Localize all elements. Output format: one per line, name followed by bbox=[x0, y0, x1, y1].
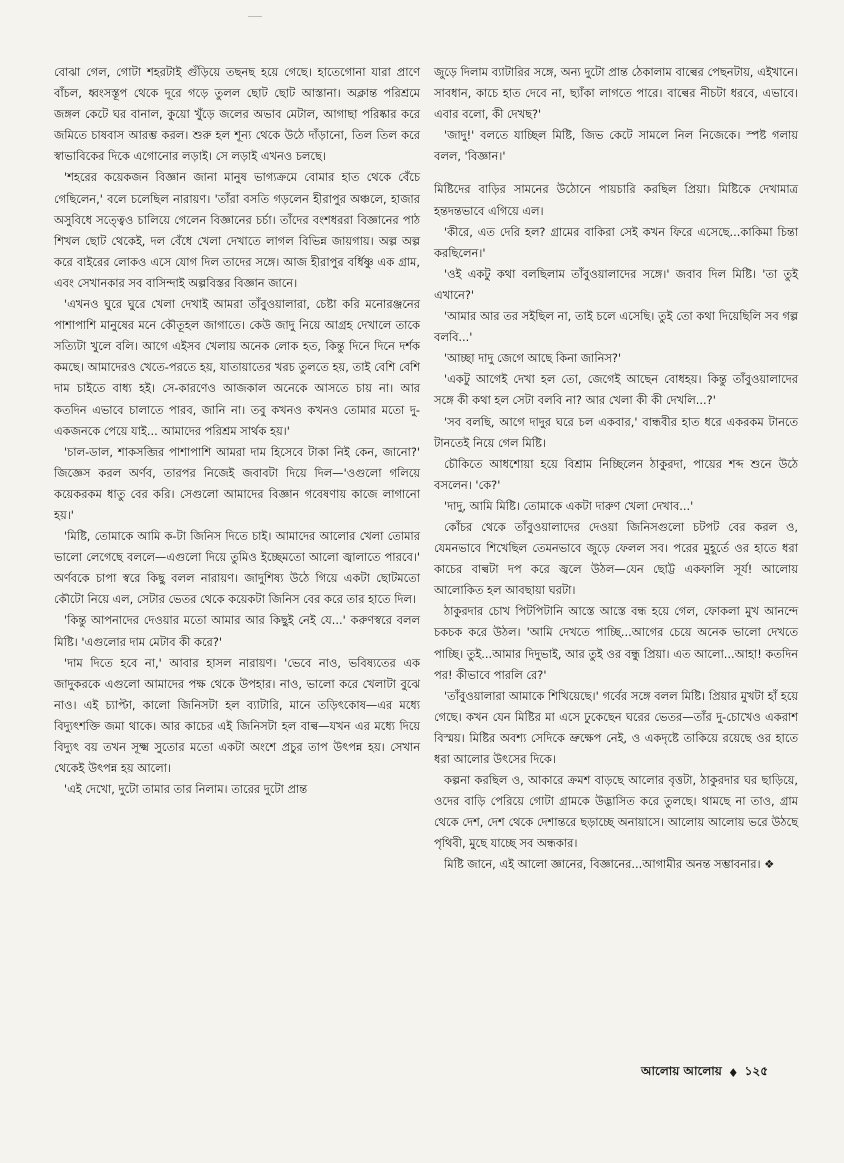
paragraph: 'একটু আগেই দেখা হল তো, জেগেই আছেন বোধহয়। কিন্তু তাঁবুওয়ালাদের সঙ্গে কী কথা হল সেটা বলবি না? আর খেলা কী কী দেখলি...?' bbox=[434, 372, 798, 408]
paragraph: 'এই দেখো, দুটো তামার তার নিলাম। তারের দুটো প্রান্ত bbox=[64, 782, 308, 797]
paragraph: 'শহরের কয়েকজন বিজ্ঞান জানা মানুষ ভাগ্যক্রমে বোমার হাত থেকে বেঁচে গেছিলেন,' বলে চলেছিল নারায়ণ। 'তাঁরা বসতি গড়লেন হীরাপুর অঞ্চলে, হাজার অসুবিধে সত্ত্বেও চালিয়ে গেলেন বিজ্ঞানের চর্চা। তাঁদের বংশধররা বিজ্ঞানের পাঠ শিখল ছোট থেকেই, দল বেঁধে খেলা দেখাতে লাগল বিভিন্ন জায়গায়। অল্প অল্প করে বাইরের লোকও এসে যোগ দিল তাদের সঙ্গে। আজ হীরাপুর বর্ধিষ্ণু এক গ্রাম, এবং সেখানকার সব বাসিন্দাই অল্পবিস্তর বিজ্ঞান জানে। bbox=[54, 170, 420, 290]
paragraph: মিষ্টি জানে, এই আলো জ্ঞানের, বিজ্ঞানের...আগামীর অনন্ত সম্ভাবনার। ❖ bbox=[444, 857, 775, 872]
paragraph: চৌকিতে আধশোয়া হয়ে বিশ্রাম নিচ্ছিলেন ঠাকুরদা, পায়ের শব্দ শুনে উঠে বসলেন। 'কে?' bbox=[434, 456, 798, 492]
paragraph: 'আমার আর তর সইছিল না, তাই চলে এসেছি। তুই তো কথা দিয়েছিলি সব গল্প বলবি...' bbox=[434, 309, 798, 345]
paragraph: কোঁচর থেকে তাঁবুওয়ালাদের দেওয়া জিনিসগুলো চটপট বের করল ও, যেমনভাবে শিখেছিল তেমনভাবে জুড়ে ফেলল সব। পরের মুহূর্তে ওর হাতে ধরা কাচের বাল্বটা দপ করে জ্বলে উঠল—যেন ছোট্ট একফালি সূর্য! আলোয় আলোকিত হল আবছায়া ঘরটা। bbox=[434, 519, 798, 598]
paragraph: 'দাদু, আমি মিষ্টি। তোমাকে একটা দারুণ খেলা দেখাব...' bbox=[444, 498, 694, 513]
diamond-icon: ♦ bbox=[727, 1066, 739, 1080]
paragraph: 'এখনও ঘুরে ঘুরে খেলা দেখাই আমরা তাঁবুওয়ালারা, চেষ্টা করি মনোরঞ্জনের পাশাপাশি মানুষের মনে কৌতূহল জাগাতে। কেউ জাদু নিয়ে আগ্রহ দেখালে তাকে সত্যিটা খুলে বলি। আগে এইসব খেলায় অনেক লোক হত, কিন্তু দিনে দিনে দর্শক কমছে। আমাদেরও খেতে-পরতে হয়, যাতায়াতের খরচ তুলতে হয়, তাই বেশি বেশি দাম চাইতে বাধ্য হই। সে-কারণেও আজকাল অনেকে আসতে চায় না। আর কতদিন এভাবে চালাতে পারব, জানি না। তবু কখনও কখনও তোমার মতো দু-একজনকে পেয়ে যাই... আমাদের পরিশ্রম সার্থক হয়।' bbox=[54, 297, 420, 438]
paragraph: 'কিন্তু আপনাদের দেওয়ার মতো আমার আর কিছুই নেই যে...' করুণস্বরে বলল মিষ্টি। 'এগুলোর দাম মেটাব কী করে?' bbox=[54, 613, 420, 649]
paragraph: জুড়ে দিলাম ব্যাটারির সঙ্গে, অন্য দুটো প্রান্ত ঠেকালাম বাল্বের পেছনটায়, এইখানে। সাবধান, কাচে হাত দেবে না, ছ্যাঁকা লাগতে পারে। বাল্বের নীচটা ধরবে, এভাবে। এবার বলো, কী দেখছ?' bbox=[434, 65, 798, 122]
left-column bbox=[54, 62, 420, 800]
paragraph: 'সব বলছি, আগে দাদুর ঘরে চল একবার,' বান্ধবীর হাত ধরে একরকম টানতে টানতেই নিয়ে গেল মিষ্টি। bbox=[434, 414, 798, 450]
paragraph: ঠাকুরদার চোখ পিটপিটানি আস্তে আস্তে বন্ধ হয়ে গেল, ফোকলা মুখ আনন্দে চকচক করে উঠল। 'আমি দেখতে পাচ্ছি...আগের চেয়ে অনেক ভালো দেখতে পাচ্ছি। তুই...আমার দিদুভাই, আর তুই ওর বন্ধু প্রিয়া। এত আলো...আহা! কতদিন পর! কীভাবে পারলি রে?' bbox=[434, 604, 798, 682]
paragraph: মিষ্টিদের বাড়ির সামনের উঠোনে পায়চারি করছিল প্রিয়া। মিষ্টিকে দেখামাত্র হন্তদন্তভাবে এগিয়ে এল। bbox=[434, 182, 798, 218]
paragraph: 'চাল-ডাল, শাকসব্জির পাশাপাশি আমরা দাম হিসেবে টাকা নিই কেন, জানো?' জিজ্ঞেস করল অর্ণব, তারপর নিজেই জবাবটা দিয়ে দিল—'ওগুলো গলিয়ে কয়েকরকম ধাতু বের করি। সেগুলো আমাদের বিজ্ঞান গবেষণায় কাজে লাগানো হয়।' bbox=[54, 444, 420, 522]
paragraph: 'ওই একটু কথা বলছিলাম তাঁবুওয়ালাদের সঙ্গে।' জবাব দিল মিষ্টি। 'তা তুই এখানে?' bbox=[434, 266, 798, 302]
paragraph: বোঝা গেল, গোটা শহরটাই গুঁড়িয়ে তছনছ হয়ে গেছে। হাতেগোনা যারা প্রাণে বাঁচল, ধ্বংসস্তূপ থেকে দূরে গড়ে তুলল ছোট ছোট আস্তানা। অক্লান্ত পরিশ্রমে জঙ্গল কেটে ঘর বানাল, কুয়ো খুঁড়ে জলের অভাব মেটাল, আগাছা পরিষ্কার করে জমিতে চাষবাস আরম্ভ করল। শুরু হল শূন্য থেকে উঠে দাঁড়ানো, তিল তিল করে স্বাভাবিকের দিকে এগোনোর লড়াই। সে লড়াই এখনও চলছে। bbox=[54, 65, 420, 164]
page-number: ১২৫ bbox=[744, 1064, 768, 1078]
paragraph: 'আচ্ছা দাদু জেগে আছে কিনা জানিস?' bbox=[444, 351, 622, 366]
paragraph: 'তাঁবুওয়ালারা আমাকে শিখিয়েছে।' গর্বের সঙ্গে বলল মিষ্টি। প্রিয়ার মুখটা হাঁ হয়ে গেছে। কখন যেন মিষ্টির মা এসে ঢুকেছেন ঘরের ভেতর—তাঁর দু-চোখেও একরাশ বিস্ময়। মিষ্টির অবশ্য সেদিকে ভ্রুক্ষেপ নেই, ও একদৃষ্টে তাকিয়ে রয়েছে ওর হাতে ধরা আলোর উৎসের দিকে। bbox=[434, 688, 798, 766]
running-title: আলোয় আলোয় bbox=[641, 1064, 722, 1078]
paragraph: 'জাদু!' বলতে যাচ্ছিল মিষ্টি, জিভ কেটে সামলে নিল নিজেকে। স্পষ্ট গলায় বলল, 'বিজ্ঞান।' bbox=[434, 128, 798, 164]
paragraph: 'দাম দিতে হবে না,' আবার হাসল নারায়ণ। 'ভেবে নাও, ভবিষ্যতের এক জাদুকরকে এগুলো আমাদের পক্ষ থেকে উপহার। নাও, ভালো করে খেলাটা বুঝে নাও। এই চ্যাপ্টা, কালো জিনিসটা হল ব্যাটারি, মানে তড়িৎকোষ—এর মধ্যে বিদ্যুৎশক্তি জমা থাকে। আর কাচের এই জিনিসটা হল বাল্ব—যখন এর মধ্যে দিয়ে বিদ্যুৎ বয় তখন সূক্ষ্ম সুতোর মতো একটা অংশে প্রচুর তাপ উৎপন্ন হয়। সেখান থেকেই উৎপন্ন হয় আলো। bbox=[54, 655, 420, 776]
paragraph: কল্পনা করছিল ও, আকারে ক্রমশ বাড়ছে আলোর বৃত্তটা, ঠাকুরদার ঘর ছাড়িয়ে, ওদের বাড়ি পেরিয়ে গোটা গ্রামকে উদ্ভাসিত করে তুলছে। থামছে না তাও, গ্রাম থেকে দেশ, দেশ থেকে দেশান্তরে ছড়াচ্ছে অনায়াসে। আলোয় আলোয় ভরে উঠছে পৃথিবী, মুছে যাচ্ছে সব অন্ধকার। bbox=[434, 773, 798, 851]
paragraph: 'কীরে, এত দেরি হল? গ্রামের বাকিরা সেই কখন ফিরে এসেছে...কাকিমা চিন্তা করছিলেন।' bbox=[434, 224, 798, 260]
right-column bbox=[434, 62, 798, 876]
paragraph: 'মিষ্টি, তোমাকে আমি ক-টা জিনিস দিতে চাই। আমাদের আলোর খেলা তোমার ভালো লেগেছে বললে—এগুলো দিয়ে তুমিও ইচ্ছেমতো আলো জ্বালাতে পারবে।' অর্ণবকে চাপা স্বরে কিছু বলল নারায়ণ। জাদুশিষ্য উঠে গিয়ে একটা ছোটমতো কৌটো নিয়ে এল, সেটার ভেতর থেকে কয়েকটা জিনিস বের করে তার হাতে দিল। bbox=[54, 529, 420, 607]
page-footer bbox=[641, 1063, 768, 1083]
top-edge-mark bbox=[248, 16, 262, 17]
